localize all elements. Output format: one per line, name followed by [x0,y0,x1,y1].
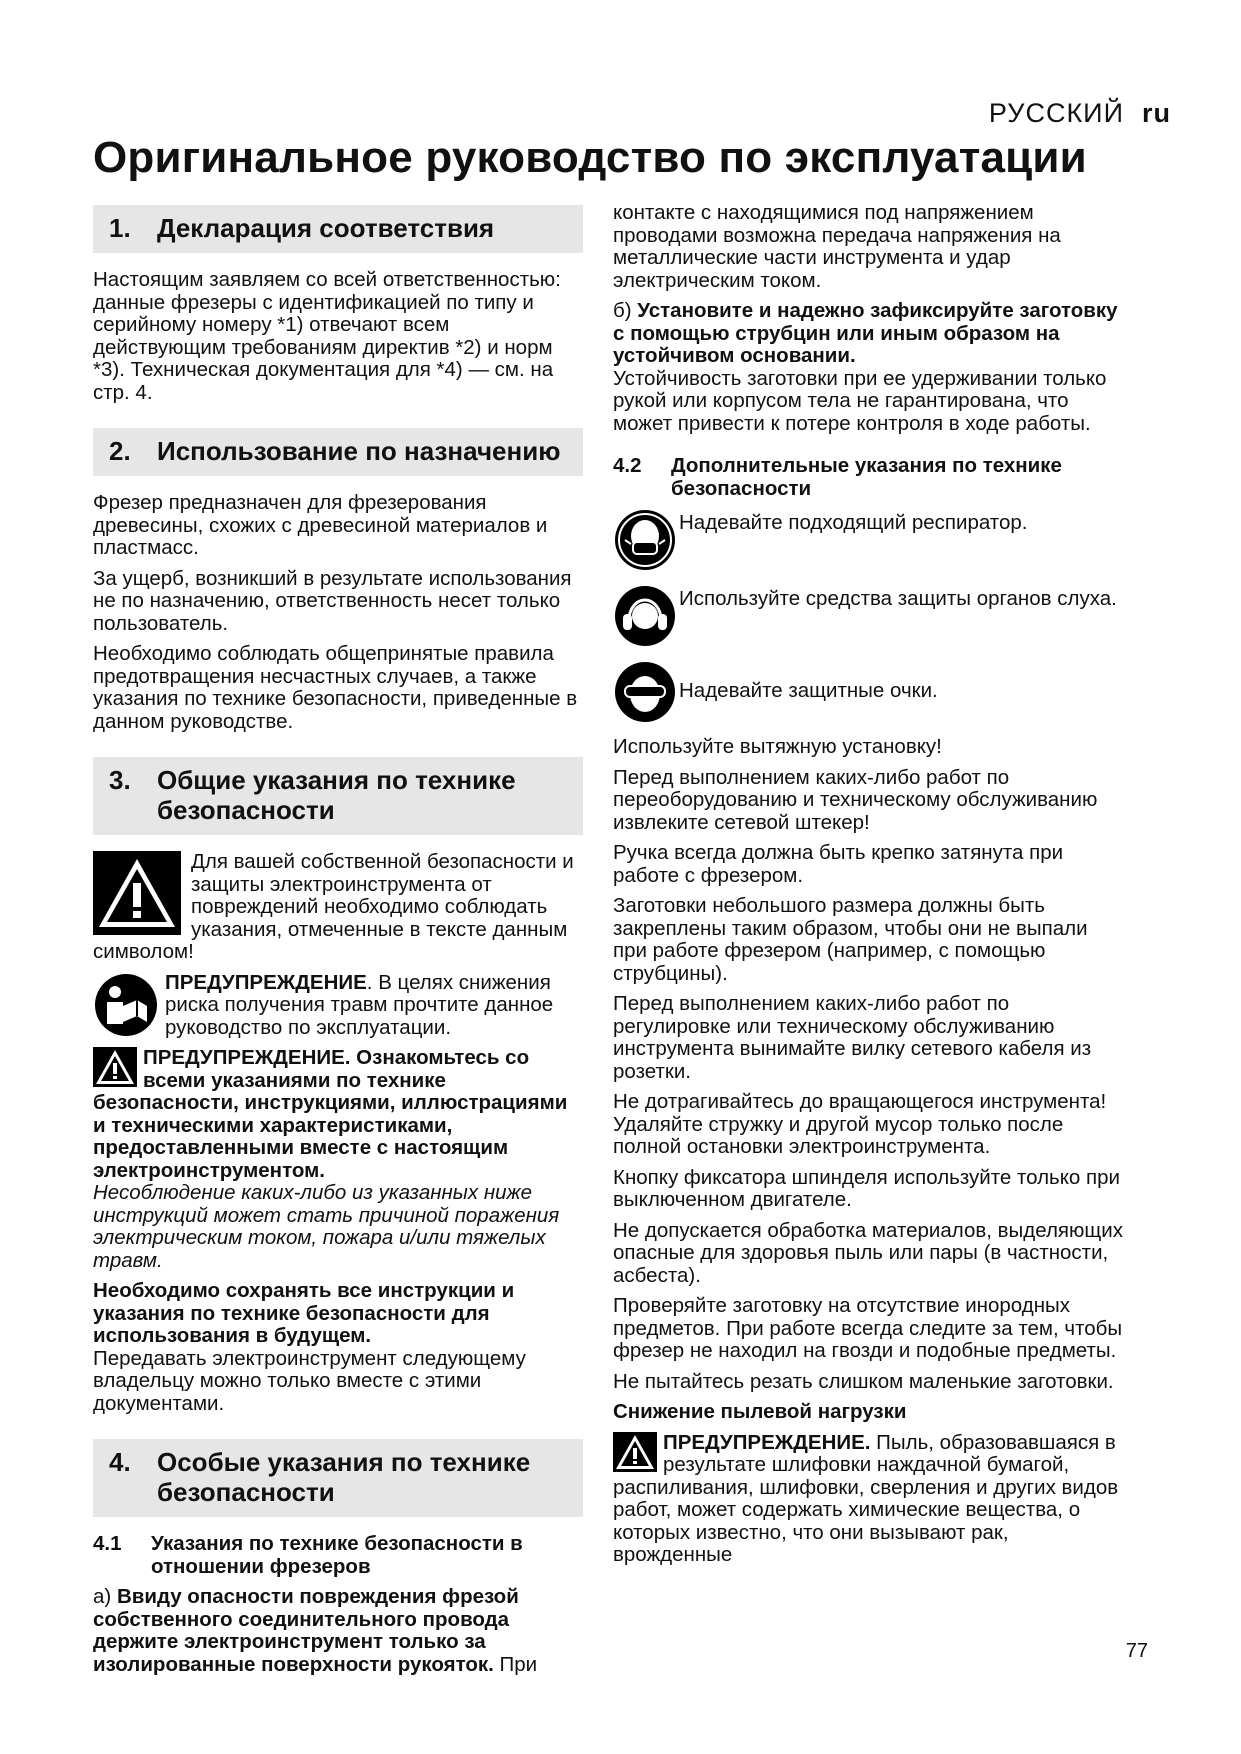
router-safety-a: а) Ввиду опасности повреждения фрезой собственного соединительного провода держите электроинструмент только за изолированные поверхности рукояток. При [93,1585,538,1676]
section-3-heading: 3. Общие указания по технике безопасности [93,757,583,835]
safety-glasses-note: Надевайте защитные очки. [613,660,1123,724]
warning-triangle-icon [93,1047,137,1087]
ear-protection-note: Используйте средства защиты органов слуха. [613,584,1123,648]
small-pieces-note: Не пытайтесь резать слишком маленькие заготовки. [613,1369,1114,1393]
continued-text: контакте с находящимися под напряжением проводами возможна передача напряжения на металлические части инструмента и удар электрическим током. [613,201,1061,292]
extraction-note: Используйте вытяжную установку! [613,735,942,758]
read-manual-icon [93,972,159,1038]
respirator-icon [613,508,677,572]
foreign-objects-note: Проверяйте заготовку на отсутствие инородных предметов. При работе всегда следите за тем, чтобы фрезер не находил на гвозди и подобные предметы. [613,1294,1123,1362]
handle-note: Ручка всегда должна быть крепко затянута при работе с фрезером. [613,841,1064,887]
subsection-4-2-heading: 4.2 Дополнительные указания по технике безопасности [613,454,1062,500]
unplug-note: Перед выполнением каких-либо работ по переоборудованию и техническому обслуживанию извлеките сетевой штекер! [613,765,1098,834]
router-safety-b: б) Установите и надежно зафиксируйте заготовку с помощью струбцин или иным образом на устойчивом основании. Устойчивость заготовки при ее удерживании только рукой или корпусом тела не гарантирована, что может привести к потере контроля в ходе работы. [613,299,1118,435]
warning-triangle-icon [613,1432,657,1472]
spindle-lock-note: Кнопку фиксатора шпинделя используйте только при выключенном двигателе. [613,1165,1120,1211]
respirator-note: Надевайте подходящий респиратор. [613,508,1123,572]
section-1-heading: 1. Декларация соответствия [93,205,583,253]
dust-warning: ПРЕДУПРЕЖДЕНИЕ. Пыль, образовавшаяся в результате шлифовки наждачной бумагой, распиливания, шлифовки, сверления и других видов работ, может содержать химические вещества, о которых известно, что они вызывают рак, врожденные [613,1430,1119,1566]
general-warning: ПРЕДУПРЕЖДЕНИЕ. Ознакомьтесь со всеми указаниями по технике безопасности, инструкциями, иллюстрациями и техническими характеристиками, предоставленными вместе с настоящим электроинструментом. Несоблюдение каких-либо из указанных ниже инструкций может стать причиной поражения электрическим током, пожара и/или тяжелых травм. [93,1046,568,1272]
section-4-heading: 4. Особые указания по технике безопасности [93,1439,583,1517]
intended-use-p2: За ущерб, возникший в результате использования не по назначению, ответственность несет только пользователь. [93,566,572,635]
warning-triangle-icon [93,851,181,935]
adjustment-note: Перед выполнением каких-либо работ по регулировке или техническому обслуживанию инструмента вынимайте вилку сетевого кабеля из розетки. [613,992,1092,1083]
small-workpiece-note: Заготовки небольшого размера должны быть закреплены таким образом, чтобы они не выпали при работе фрезером (например, с помощью струбцины). [613,894,1088,985]
right-column [613,202,1123,1575]
read-manual-warning: ПРЕДУПРЕЖДЕНИЕ. В целях снижения риска получения травм прочтите данное руководство по эксплуатации. [93,972,583,1040]
keep-instructions: Необходимо сохранять все инструкции и указания по технике безопасности для использования в будущем. [93,1279,515,1347]
safety-symbol-text: Для вашей собственной безопасности и защиты электроинструмента от повреждений необходимо соблюдать указания, отмеченные в тексте данным символом! [93,850,574,963]
language-code: ru [1142,98,1171,128]
intended-use-p1: Фрезер предназначен для фрезерования древесины, схожих с древесиной материалов и пластмасс. [93,491,548,559]
language-name: РУССКИЙ [988,98,1124,128]
hazardous-materials-note: Не допускается обработка материалов, выделяющих опасные для здоровья пыль или пары (в частности, асбеста). [613,1218,1123,1287]
safety-glasses-icon [613,660,677,724]
language-label [989,98,1171,129]
rotating-tool-note: Не дотрагивайтесь до вращающегося инструмента! Удаляйте стружку и другой мусор только после полной остановки электроинструмента. [613,1090,1107,1158]
declaration-text: Настоящим заявляем со всей ответственностью: данные фрезеры с идентификацией по типу и серийному номеру *1) отвечают всем действующим требованиям директив *2) и норм *3). Техническая документация для *4) — см. на стр. 4. [93,268,561,404]
transfer-note: Передавать электроинструмент следующему владельцу можно только вместе с этими документами. [93,1346,526,1415]
ear-protection-icon [613,584,677,648]
left-column [93,205,583,1684]
page-title: Оригинальное руководство по эксплуатации [93,133,1087,182]
dust-heading: Снижение пылевой нагрузки [613,1400,907,1423]
subsection-4-1-heading: 4.1 Указания по технике безопасности в отношении фрезеров [93,1532,523,1578]
section-2-heading: 2. Использование по назначению [93,428,583,476]
page-number: 77 [1125,1640,1148,1662]
intended-use-p3: Необходимо соблюдать общепринятые правила предотвращения несчастных случаев, а также указания по технике безопасности, приведенные в данном руководстве. [93,642,578,733]
